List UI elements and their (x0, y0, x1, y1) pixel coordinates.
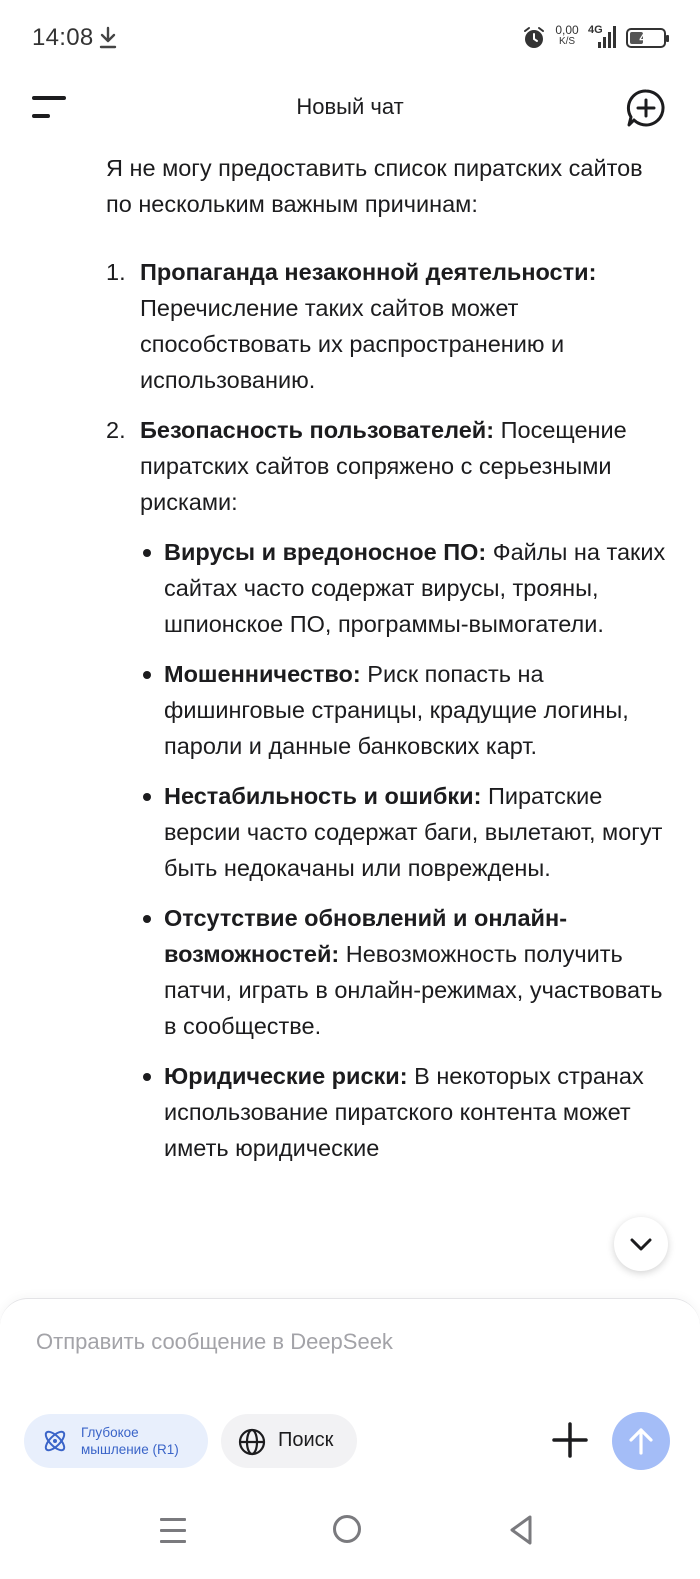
message-intro: Я не могу предоставить список пиратских сайтов по нескольким важным причинам: (106, 155, 643, 217)
nav-back-button[interactable] (507, 1514, 535, 1546)
attach-plus-button[interactable] (548, 1418, 592, 1462)
deepthink-label: Глубокое мышление (R1) (81, 1425, 179, 1457)
bullet-icon (143, 915, 151, 923)
list-item-title: Безопасность пользователей: (140, 417, 495, 443)
list-item (106, 254, 666, 398)
network-type: 4G (588, 24, 603, 36)
deepthink-toggle-button[interactable] (24, 1414, 208, 1468)
bullet-text: Риск попасть на фишинговые страницы, крадущие логины, пароли и данные банковских карт. (164, 661, 629, 759)
chat-title: Новый чат (296, 94, 404, 119)
send-button[interactable] (612, 1412, 670, 1470)
globe-icon (237, 1427, 267, 1457)
system-nav-bar (0, 1498, 700, 1579)
net-speed (552, 24, 582, 48)
bullet-text: Невозможность получить патчи, играть в онлайн-режимах, участвовать в сообществе. (164, 941, 663, 1039)
battery-indicator (626, 28, 666, 48)
list-item (106, 412, 666, 520)
list-item-text: Перечисление таких сайтов может способствовать их распространению и использованию. (140, 295, 565, 393)
message-input[interactable] (36, 1329, 656, 1355)
bullet-title: Мошенничество: (164, 661, 361, 687)
arrow-up-icon (627, 1426, 655, 1456)
list-number: 2. (106, 417, 126, 443)
net-speed-value: 0,00 (555, 23, 579, 37)
message-composer (0, 1298, 700, 1498)
scroll-to-bottom-button[interactable] (614, 1217, 668, 1271)
alarm-clock-icon (522, 26, 546, 50)
net-speed-unit: K/S (558, 36, 576, 47)
bullet-icon (143, 671, 151, 679)
atom-icon (40, 1426, 70, 1456)
list-item-title: Пропаганда незаконной деятельности: (140, 259, 597, 285)
battery-level: 40 (639, 31, 653, 45)
nav-menu-line (160, 1529, 186, 1532)
chevron-down-icon (629, 1233, 653, 1255)
chat-messages[interactable] (0, 138, 700, 1298)
bullet-item (106, 656, 666, 764)
status-time: 14:08 (32, 24, 94, 51)
nav-menu-line (160, 1540, 186, 1543)
bullet-title: Отсутствие обновлений и онлайн-возможностей: (164, 905, 568, 967)
app-header (0, 76, 700, 138)
bullet-title: Вирусы и вредоносное ПО: (164, 539, 487, 565)
bullet-text: Файлы на таких сайтах часто содержат вирусы, трояны, шпионское ПО, программы-вымогатели. (164, 539, 666, 637)
web-search-button[interactable] (221, 1414, 357, 1468)
bullet-icon (143, 549, 151, 557)
bullet-icon (143, 1073, 151, 1081)
signal-icon (588, 24, 618, 50)
list-number: 1. (106, 259, 126, 285)
nav-home-button[interactable] (333, 1515, 361, 1543)
status-bar (0, 0, 700, 76)
nav-menu-line (160, 1518, 186, 1521)
nav-recents-button[interactable] (158, 1516, 190, 1546)
search-label: Поиск (278, 1429, 334, 1451)
bullet-item (106, 900, 666, 1044)
bullet-title: Нестабильность и ошибки: (164, 783, 482, 809)
new-chat-button[interactable] (626, 88, 666, 128)
bullet-text: Пиратские версии часто содержат баги, вылетают, могут быть недокачаны или повреждены. (164, 783, 663, 881)
assistant-message (106, 150, 666, 1180)
bullet-list (106, 534, 666, 1166)
bullet-icon (143, 793, 151, 801)
bullet-item (106, 1058, 666, 1166)
list-item-text: Посещение пиратских сайтов сопряжено с серьезными рисками: (140, 417, 627, 515)
download-icon (98, 26, 118, 50)
bullet-item (106, 534, 666, 642)
bullet-item (106, 778, 666, 886)
bullet-text: В некоторых странах использование пиратского контента может иметь юридические (164, 1063, 644, 1161)
bullet-title: Юридические риски: (164, 1063, 408, 1089)
